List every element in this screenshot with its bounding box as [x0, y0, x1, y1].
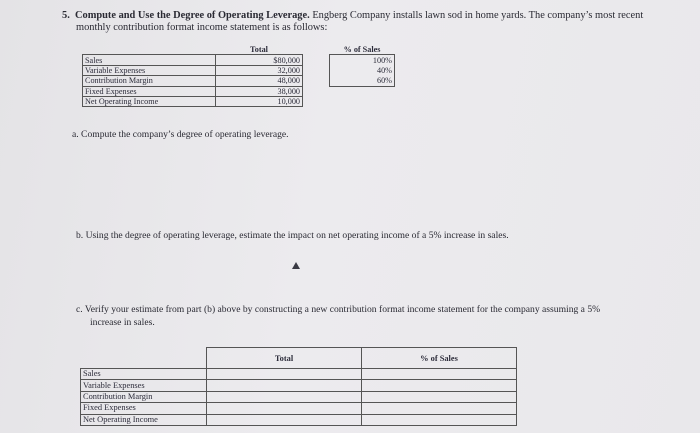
row-total: 32,000: [216, 65, 303, 75]
table-row: [83, 96, 395, 106]
answer-cell-total[interactable]: [207, 403, 362, 414]
income-statement-table: [82, 45, 395, 107]
table-row: [81, 403, 517, 414]
row-pct: [330, 96, 395, 106]
row-total: 48,000: [216, 76, 303, 86]
part-a-prompt: a. Compute the company’s degree of operating leverage.: [72, 129, 289, 140]
table-row: [83, 86, 395, 96]
table-row: [81, 380, 517, 391]
row-label: Sales: [83, 55, 216, 65]
answer-cell-total[interactable]: [207, 414, 362, 425]
answer-cell-pct[interactable]: [362, 391, 517, 402]
question-title: Compute and Use the Degree of Operating Leverage.: [75, 10, 310, 21]
answer-cell-total[interactable]: [207, 369, 362, 380]
row-label: Contribution Margin: [81, 391, 207, 402]
row-label: Net Operating Income: [83, 96, 216, 106]
question-number: 5.: [62, 10, 70, 21]
table-row: [83, 55, 395, 65]
table-row: [83, 65, 395, 75]
row-label: Fixed Expenses: [81, 403, 207, 414]
row-pct: 60%: [330, 76, 395, 86]
mouse-cursor-icon: [292, 262, 300, 269]
answer-cell-pct[interactable]: [362, 369, 517, 380]
row-label: Variable Expenses: [83, 65, 216, 75]
answer-cell-pct[interactable]: [362, 403, 517, 414]
answer-cell-total[interactable]: [207, 391, 362, 402]
answer-cell-total[interactable]: [207, 380, 362, 391]
row-total: $80,000: [216, 55, 303, 65]
part-c-prompt-line2: increase in sales.: [90, 317, 155, 328]
table-row: [81, 391, 517, 402]
row-total: 10,000: [216, 96, 303, 106]
question-heading: [62, 10, 643, 22]
row-label: Fixed Expenses: [83, 86, 216, 96]
row-label: Contribution Margin: [83, 76, 216, 86]
row-pct: 100%: [330, 55, 395, 65]
column-header-total: Total: [207, 348, 362, 369]
table-row: [81, 414, 517, 425]
row-pct: [330, 86, 395, 96]
answer-cell-pct[interactable]: [362, 380, 517, 391]
new-income-statement-table: [80, 347, 517, 426]
row-label: Variable Expenses: [81, 380, 207, 391]
row-pct: 40%: [330, 65, 395, 75]
answer-cell-pct[interactable]: [362, 414, 517, 425]
question-intro: Engberg Company installs lawn sod in home yards. The company’s most recent: [309, 10, 644, 21]
row-total: 38,000: [216, 86, 303, 96]
part-b-prompt: b. Using the degree of operating leverage, estimate the impact on net operating income of a 5% increase in sales.: [76, 230, 509, 241]
row-label: Net Operating Income: [81, 414, 207, 425]
column-header-pct: % of Sales: [343, 45, 381, 55]
part-c-prompt: c. Verify your estimate from part (b) above by constructing a new contribution format income statement for the company assuming a 5%: [76, 304, 601, 315]
column-header-pct: % of Sales: [362, 348, 517, 369]
question-intro-line2: monthly contribution format income statement is as follows:: [76, 22, 328, 33]
row-label: Sales: [81, 369, 207, 380]
column-header-total: Total: [250, 45, 268, 55]
table-row: [83, 76, 395, 86]
table-row: [81, 369, 517, 380]
